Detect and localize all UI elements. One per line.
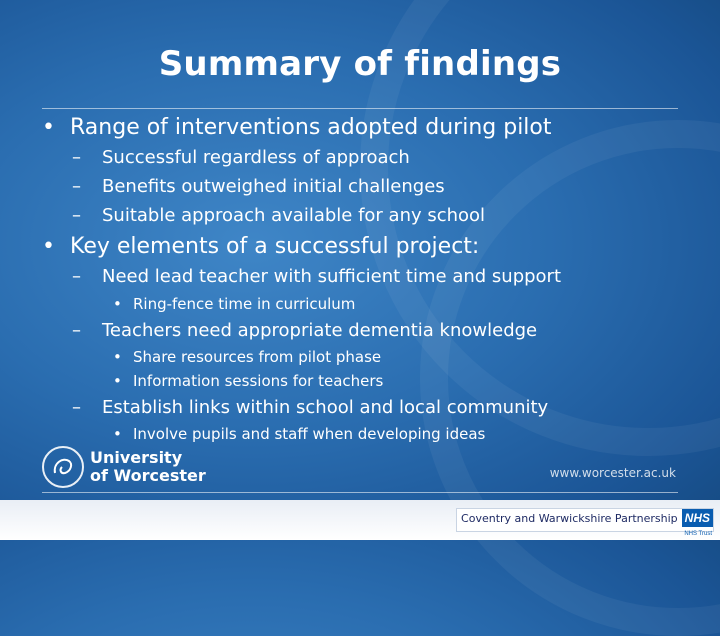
- partner-name: Coventry and Warwickshire Partnership: [461, 512, 678, 525]
- bullet-icon: •: [113, 295, 122, 313]
- dash-icon: –: [72, 147, 81, 168]
- bullet-level1: Range of interventions adopted during pilot: [70, 115, 552, 140]
- nhs-trust-label: NHS Trust: [684, 531, 712, 537]
- bullet-level2: Successful regardless of approach: [102, 147, 410, 168]
- dash-icon: –: [72, 176, 81, 197]
- bullet-level3: Involve pupils and staff when developing ideas: [133, 425, 486, 443]
- crest-swirl-icon: [49, 453, 77, 481]
- bullet-level3: Ring-fence time in curriculum: [133, 295, 356, 313]
- bullet-icon: •: [113, 372, 122, 390]
- university-name-line2: of Worcester: [90, 466, 206, 485]
- dash-icon: –: [72, 320, 81, 341]
- bullet-icon: •: [113, 348, 122, 366]
- bullet-level2: Teachers need appropriate dementia knowledge: [102, 320, 538, 341]
- bullet-icon: •: [42, 234, 55, 259]
- university-name-line1: University: [90, 448, 183, 467]
- university-crest-icon: [42, 446, 84, 488]
- university-name: [90, 449, 206, 485]
- bullet-icon: •: [42, 115, 55, 140]
- bullet-level1: Key elements of a successful project:: [70, 234, 480, 259]
- footer-divider: [42, 492, 678, 493]
- title-divider: [42, 108, 678, 109]
- university-logo: [42, 446, 206, 488]
- website-url: www.worcester.ac.uk: [549, 466, 676, 480]
- nhs-logo-icon: NHS: [682, 509, 713, 527]
- slide-title: Summary of findings: [158, 44, 562, 84]
- dash-icon: –: [72, 266, 81, 287]
- bullet-level2: Need lead teacher with sufficient time and support: [102, 266, 562, 287]
- bullet-icon: •: [113, 425, 122, 443]
- nhs-partner-logo: [456, 508, 714, 532]
- bullet-level2: Suitable approach available for any school: [102, 205, 486, 226]
- bullet-level3: Information sessions for teachers: [133, 372, 384, 390]
- bullet-level2: Establish links within school and local community: [102, 397, 549, 418]
- dash-icon: –: [72, 205, 81, 226]
- bullet-level2: Benefits outweighed initial challenges: [102, 176, 445, 197]
- dash-icon: –: [72, 397, 81, 418]
- bullet-level3: Share resources from pilot phase: [133, 348, 382, 366]
